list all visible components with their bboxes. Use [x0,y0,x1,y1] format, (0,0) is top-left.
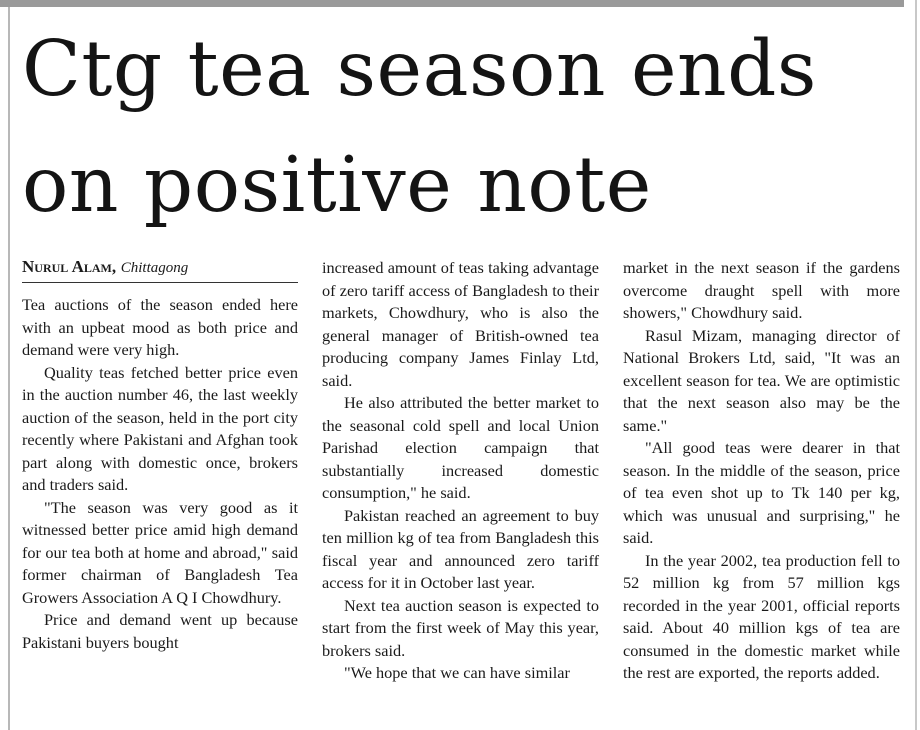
paragraph: Quality teas fetched better price even in the auction number 46, the last weekly auction of the season, held in the port city recently where Pakistani and Afghan took part along with domestic once, brokers and traders said. [22,362,298,494]
paragraph: increased amount of teas taking advantage of zero tariff access of Bangladesh to their markets, Chowdhury, who is also the general manager of British-owned tea producing company James Finlay Ltd, said. [322,258,599,390]
top-border-rule [0,0,904,7]
paragraph: Next tea auction season is expected to start from the first week of May this year, brokers said. [322,595,599,660]
byline [22,257,298,278]
paragraph: "All good teas were dearer in that season. In the middle of the season, price of tea even shot up to Tk 140 per kg, which was unusual and surprising," he said. [623,438,900,547]
paragraph: Tea auctions of the season ended here with an upbeat mood as both price and demand were very high. [22,295,298,359]
byline-divider [22,282,298,283]
right-border-rule [915,0,917,730]
paragraph: Rasul Mizam, managing director of National Brokers Ltd, said, "It was an excellent season for tea. We are optimistic that the next season also may be the same." [623,325,900,435]
headline [22,12,902,244]
paragraph: In the year 2002, tea production fell to 52 million kg from 57 million kgs recorded in the year 2001, official reports said. About 40 million kgs of tea are consumed in the domestic market while the rest are exported, the reports added. [623,550,900,682]
article-column-3 [623,257,900,685]
paragraph: "The season was very good as it witnessed better price amid high demand for our tea both at home and abroad," said former chairman of Bangladesh Tea Growers Association A Q I Chowdhury. [22,497,298,607]
byline-location: Chittagong [120,260,189,276]
left-border-rule [8,7,10,730]
article-column-2 [322,257,599,685]
paragraph: "We hope that we can have similar [344,663,570,682]
article-column-1 [22,294,298,654]
paragraph: Pakistan reached an agreement to buy ten million kg of tea from Bangladesh this fiscal year and announced zero tariff access for it in October last year. [322,505,599,592]
headline-line-2: on positive note [22,141,652,230]
paragraph: market in the next season if the gardens overcome draught spell with more showers," Chowdhury said. [623,258,900,322]
byline-author: Nurul Alam, [22,257,117,276]
paragraph: He also attributed the better market to the seasonal cold spell and local Union Parishad election campaign that substantially increased domestic consumption," he said. [322,393,599,502]
headline-line-1: Ctg tea season ends [22,25,817,114]
paragraph: Price and demand went up because Pakistani buyers bought [22,610,298,652]
